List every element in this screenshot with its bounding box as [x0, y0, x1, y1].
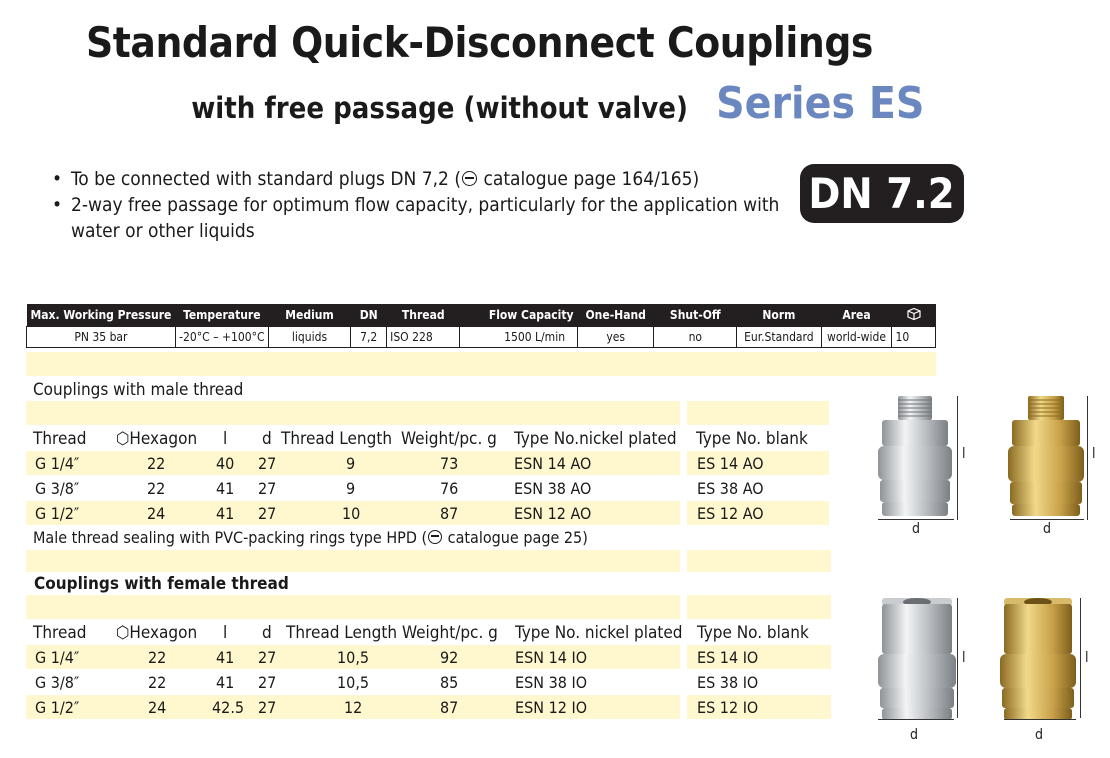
- col-type-blank: Type No. blank: [696, 429, 808, 449]
- dimension-line: [1010, 519, 1084, 520]
- cell-thread: G 3/8″: [35, 479, 80, 498]
- dimension-line: [957, 396, 958, 520]
- col-hexagon: [116, 623, 197, 643]
- spec-header-row: [27, 304, 936, 327]
- cell-d: 27: [258, 479, 277, 498]
- hexagon-icon: ⬡: [116, 623, 130, 643]
- dimension-line: [878, 719, 954, 720]
- spec-table: [26, 304, 936, 348]
- cell-thread-length: 10,5: [337, 648, 370, 667]
- dim-l-label: l: [1085, 650, 1089, 666]
- hexagon-icon: ⬡: [116, 429, 130, 449]
- cell-thread: G 3/8″: [35, 673, 80, 692]
- cell-thread: G 1/4″: [35, 454, 80, 473]
- male-nickel-coupling-image: [870, 392, 960, 520]
- male-thread-note: [33, 528, 588, 547]
- note-text: Male thread sealing with PVC-packing rings type HPD (: [33, 528, 428, 547]
- col-thread-length: Thread Length: [286, 623, 398, 643]
- col-type-nickel: Type No.nickel plated: [514, 429, 677, 449]
- spec-value-row: [27, 327, 936, 348]
- cell-l: 41: [216, 673, 235, 692]
- cell-weight: 87: [440, 504, 459, 523]
- spec-header: Flow Capacity: [460, 304, 578, 327]
- spec-header: DN: [351, 304, 387, 327]
- dim-d-label: d: [910, 727, 918, 743]
- catalogue-reference-icon: [428, 530, 442, 544]
- female-nickel-coupling-image: [874, 596, 960, 722]
- spec-value: PN 35 bar: [27, 327, 176, 348]
- page-title: Standard Quick-Disconnect Couplings: [86, 18, 873, 67]
- cell-type-nickel: ESN 14 IO: [515, 648, 588, 667]
- dim-l-label: l: [1092, 446, 1096, 462]
- spacer-bar: [26, 401, 680, 425]
- cell-thread-length: 10: [342, 504, 361, 523]
- spacer-bar: [687, 401, 829, 425]
- spec-value: no: [654, 327, 737, 348]
- cell-weight: 85: [440, 673, 459, 692]
- feature-text: 2-way free passage for optimum flow capacity, particularly for the application with water or other liquids: [71, 194, 780, 242]
- spacer-bar: [687, 595, 831, 619]
- col-l: l: [223, 429, 228, 449]
- spec-header: Norm: [737, 304, 821, 327]
- spec-header: Area: [821, 304, 892, 327]
- spec-header: Shut-Off: [654, 304, 737, 327]
- cell-d: 27: [258, 698, 277, 717]
- cell-l: 41: [216, 504, 235, 523]
- dimension-line: [878, 519, 954, 520]
- note-text: catalogue page 25): [443, 528, 588, 547]
- cell-thread-length: 9: [346, 479, 356, 498]
- cell-type-blank: ES 14 IO: [697, 648, 759, 667]
- cell-d: 27: [258, 454, 277, 473]
- cell-thread: G 1/4″: [35, 648, 80, 667]
- cell-hexagon: 22: [147, 479, 166, 498]
- col-type-blank: Type No. blank: [697, 623, 809, 643]
- spec-header: Max. Working Pressure: [27, 304, 176, 327]
- spec-value: -20°C – +100°C: [175, 327, 268, 348]
- col-d: d: [262, 429, 272, 449]
- cell-weight: 87: [440, 698, 459, 717]
- col-thread: Thread: [33, 623, 87, 643]
- dn-badge-label: DN 7.2: [808, 169, 956, 218]
- cell-type-nickel: ESN 12 IO: [515, 698, 588, 717]
- cell-type-nickel: ESN 38 AO: [514, 479, 592, 498]
- cell-weight: 73: [440, 454, 459, 473]
- cell-type-blank: ES 12 IO: [697, 698, 759, 717]
- cell-hexagon: 22: [148, 648, 167, 667]
- spec-value: world-wide: [821, 327, 892, 348]
- col-hexagon: [116, 429, 197, 449]
- col-weight: Weight/pc. g: [402, 623, 498, 643]
- col-weight: Weight/pc. g: [401, 429, 497, 449]
- cell-thread-length: 12: [344, 698, 363, 717]
- feature-text: To be connected with standard plugs DN 7,2 (: [71, 168, 462, 190]
- dimension-line: [957, 598, 958, 718]
- spec-value: 7,2: [351, 327, 387, 348]
- cell-type-nickel: ESN 38 IO: [515, 673, 588, 692]
- cell-hexagon: 24: [147, 504, 166, 523]
- cell-d: 27: [258, 504, 277, 523]
- cell-type-blank: ES 38 AO: [697, 479, 764, 498]
- cell-hexagon: 24: [148, 698, 167, 717]
- female-section-title: Couplings with female thread: [34, 574, 289, 594]
- spec-value: ISO 228: [387, 327, 460, 348]
- cell-d: 27: [258, 648, 277, 667]
- dimension-line: [1080, 598, 1081, 718]
- cell-type-nickel: ESN 14 AO: [514, 454, 592, 473]
- cell-weight: 76: [440, 479, 459, 498]
- spacer-bar: [26, 595, 680, 619]
- dim-d-label: d: [1043, 521, 1051, 537]
- dim-l-label: l: [962, 650, 966, 666]
- cell-d: 27: [258, 673, 277, 692]
- feature-item-2: [52, 192, 792, 244]
- dim-d-label: d: [1035, 727, 1043, 743]
- spec-header: Thread: [387, 304, 460, 327]
- dim-l-label: l: [962, 446, 966, 462]
- page-subtitle: [136, 78, 924, 129]
- spec-header: One-Hand: [578, 304, 654, 327]
- cell-thread-length: 9: [346, 454, 356, 473]
- col-hexagon-label: Hexagon: [129, 623, 198, 643]
- section-bar: [26, 550, 680, 572]
- col-type-nickel: Type No. nickel plated: [515, 623, 683, 643]
- spec-value: Eur.Standard: [737, 327, 821, 348]
- col-l: l: [223, 623, 228, 643]
- spec-header: Temperature: [175, 304, 268, 327]
- spec-value: 10: [892, 327, 936, 348]
- series-label: Series ES: [715, 78, 924, 129]
- col-thread: Thread: [33, 429, 87, 449]
- dimension-line: [1004, 719, 1076, 720]
- dn-badge: [800, 164, 964, 223]
- male-section-title: Couplings with male thread: [33, 380, 244, 400]
- dimension-line: [1087, 396, 1088, 520]
- cell-thread-length: 10,5: [337, 673, 370, 692]
- spec-value: yes: [578, 327, 654, 348]
- spec-header: Medium: [268, 304, 350, 327]
- cell-type-blank: ES 38 IO: [697, 673, 759, 692]
- cell-weight: 92: [440, 648, 459, 667]
- feature-text: catalogue page 164/165): [478, 168, 700, 190]
- spec-value: liquids: [268, 327, 350, 348]
- cell-hexagon: 22: [148, 673, 167, 692]
- col-hexagon-label: Hexagon: [129, 429, 198, 449]
- cell-l: 41: [216, 479, 235, 498]
- cell-l: 40: [216, 454, 235, 473]
- col-thread-length: Thread Length: [281, 429, 393, 449]
- catalogue-reference-icon: [462, 171, 477, 186]
- spec-value: 1500 L/min: [460, 327, 578, 348]
- cell-type-blank: ES 14 AO: [697, 454, 764, 473]
- female-brass-coupling-image: [998, 596, 1078, 722]
- feature-item-1: [52, 166, 792, 192]
- col-d: d: [262, 623, 272, 643]
- cell-thread: G 1/2″: [35, 698, 80, 717]
- dim-d-label: d: [912, 521, 920, 537]
- feature-list: [52, 166, 792, 244]
- cell-hexagon: 22: [147, 454, 166, 473]
- cell-type-nickel: ESN 12 AO: [514, 504, 592, 523]
- cell-type-blank: ES 12 AO: [697, 504, 764, 523]
- subtitle-text: with free passage (without valve): [191, 91, 688, 125]
- male-brass-coupling-image: [1004, 392, 1088, 520]
- package-icon: [892, 304, 936, 327]
- cell-l: 41: [216, 648, 235, 667]
- section-bar: [26, 352, 936, 376]
- section-bar: [687, 550, 831, 572]
- cell-l: 42.5: [212, 698, 245, 717]
- cell-thread: G 1/2″: [35, 504, 80, 523]
